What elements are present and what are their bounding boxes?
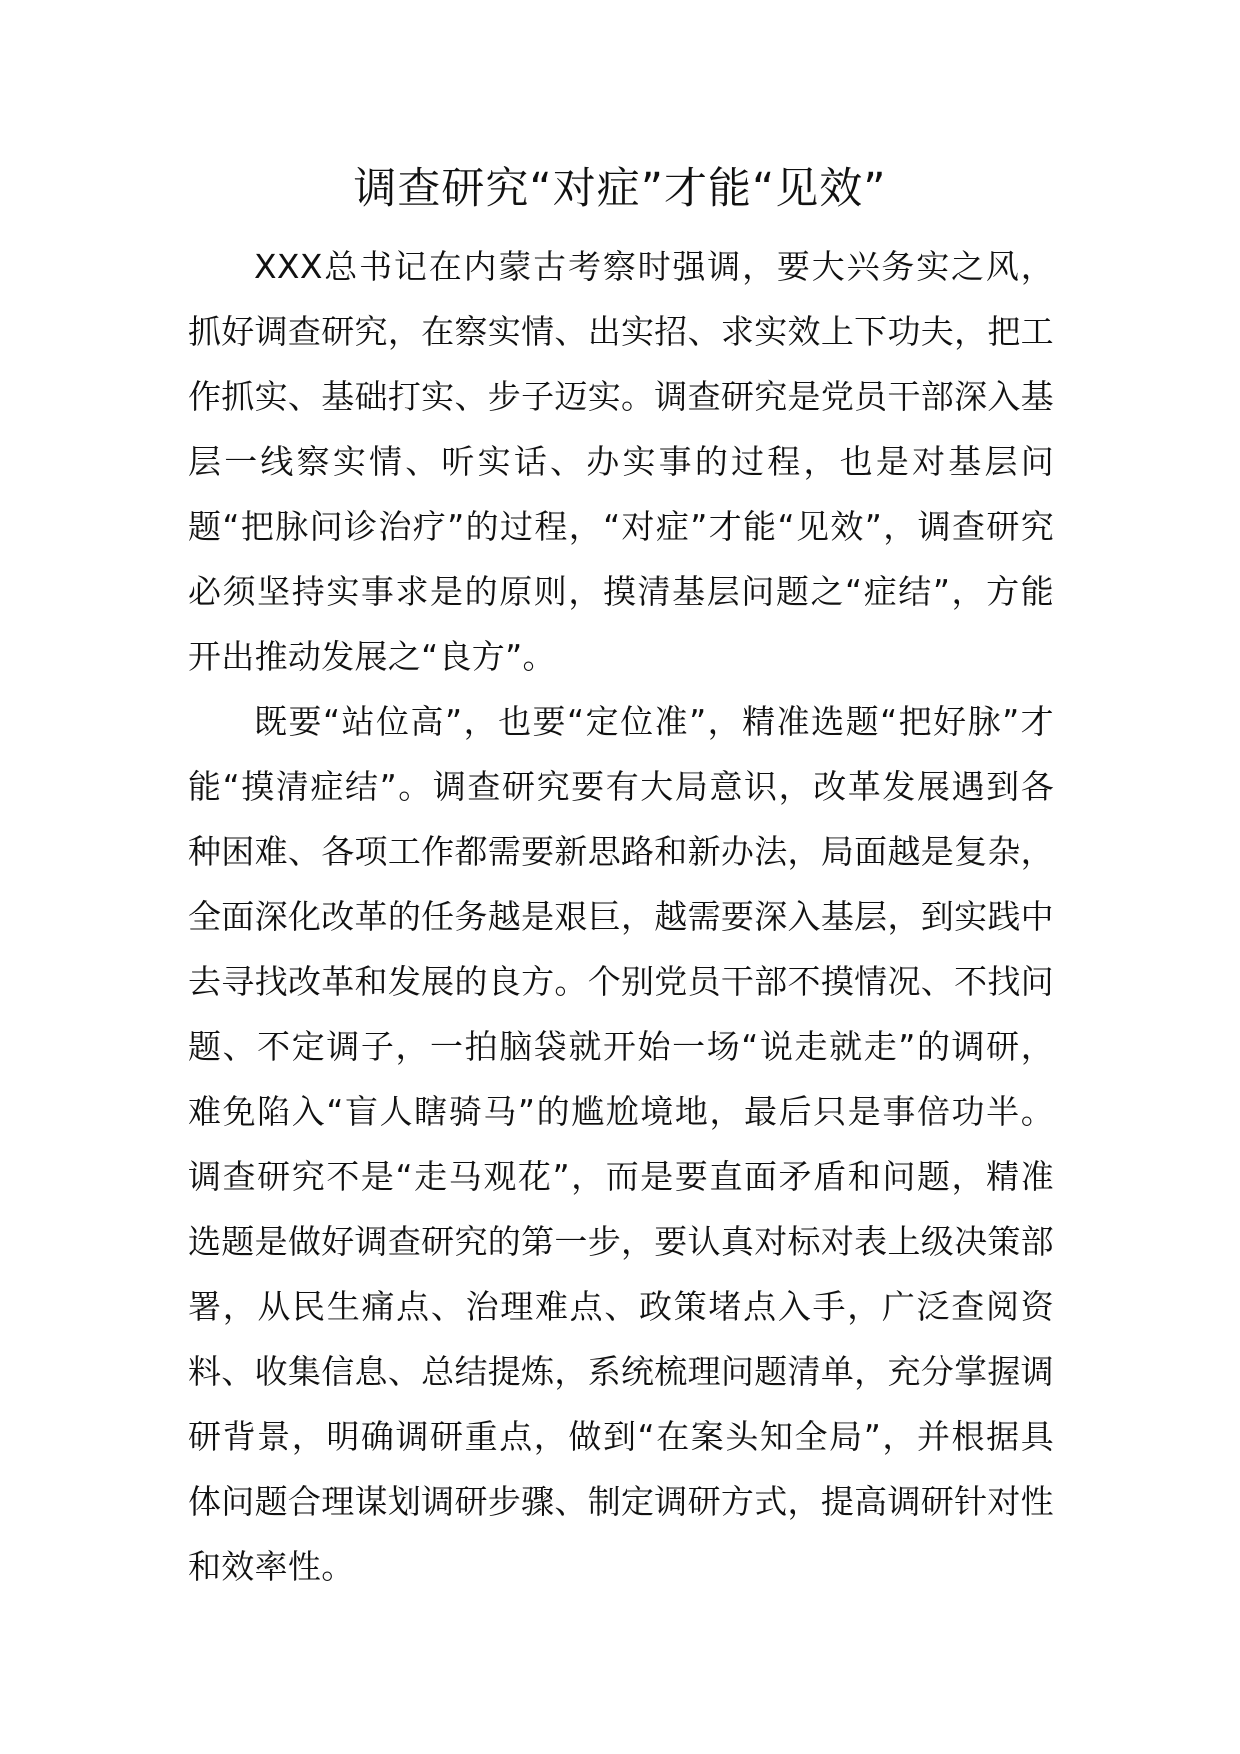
document-body <box>188 234 1054 1599</box>
body-paragraph-1: XXX总书记在内蒙古考察时强调，要大兴务实之风，抓好调查研究，在察实情、出实招、求实效上下功夫，把工作抓实、基础打实、步子迈实。调查研究是党员干部深入基层一线察实情、听实话、办实事的过程，也是对基层问题“把脉问诊治疗”的过程，“对症”才能“见效”，调查研究必须坚持实事求是的原则，摸清基层问题之“症结”，方能开出推动发展之“良方”。 <box>188 247 1054 676</box>
body-paragraph-2: 既要“站位高”，也要“定位准”，精准选题“把好脉”才能“摸清症结”。调查研究要有大局意识，改革发展遇到各种困难、各项工作都需要新思路和新办法，局面越是复杂，全面深化改革的任务越是艰巨，越需要深入基层，到实践中去寻找改革和发展的良方。个别党员干部不摸情况、不找问题、不定调子，一拍脑袋就开始一场“说走就走”的调研，难免陷入“盲人瞎骑马”的尴尬境地，最后只是事倍功半。调查研究不是“走马观花”，而是要直面矛盾和问题，精准选题是做好调查研究的第一步，要认真对标对表上级决策部署，从民生痛点、治理难点、政策堵点入手，广泛查阅资料、收集信息、总结提炼，系统梳理问题清单，充分掌握调研背景，明确调研重点，做到“在案头知全局”，并根据具体问题合理谋划调研步骤、制定调研方式，提高调研针对性和效率性。 <box>188 702 1054 1586</box>
document-title: 调查研究“对症”才能“见效” <box>353 164 887 214</box>
